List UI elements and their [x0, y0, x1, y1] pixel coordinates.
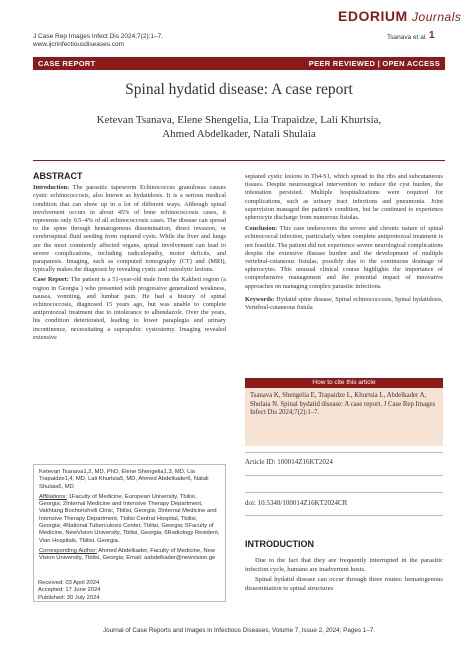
intro-label: Introduction: — [33, 184, 70, 192]
journal-citation: J Case Rep Images Infect Dis 2024;7(2):1–7. — [33, 33, 164, 40]
corresponding-author — [39, 548, 220, 563]
journal-url[interactable]: www.ijcrinfectiousdiseases.com — [33, 41, 125, 48]
article-title: Spinal hydatid disease: A case report — [125, 81, 353, 98]
journal-reference — [33, 33, 163, 49]
affiliations — [39, 494, 220, 545]
case-continued: septated cystic lesions in Th4-S1, which spread to the ribs and subcutaneous tissues. Despite neurosurgical intervention to reduce the cyst burden, the infestation persisted. Multiple hospitalizations were required for complications, such as urinary tract infections and pneumonia. Joint supervision managed the patient's condition, but he continued to experience spherocyte discharge from numerous fistulas. — [245, 173, 443, 222]
divider — [245, 515, 443, 516]
abstract-heading: ABSTRACT — [33, 171, 83, 181]
abstract-introduction — [33, 184, 226, 274]
abstract-conclusion — [245, 225, 443, 291]
page-number: 1 — [429, 30, 435, 41]
brand-main: EDORIUM — [338, 8, 408, 24]
intro-paragraph-2: Spinal hydatid disease can occur through three routes: hematogenous dissemination to spinal structures — [245, 576, 443, 593]
article-id: Article ID: 100014Z16KT2024 — [245, 458, 333, 466]
author-list — [33, 113, 445, 141]
abstract-left-column — [33, 172, 226, 344]
banner-right: PEER REVIEWED | OPEN ACCESS — [308, 59, 440, 68]
divider — [245, 452, 443, 453]
published-date: Published: 30 July 2024 — [38, 594, 100, 601]
affiliations-text: 1Faculty of Medicine, European University, Tbilisi, Georgia; 2Internal Medicine and Intensive Therapy Department, Vakhtang Bochorishvili Clinic, Tbilisi, Georgia; 3Internal Medicine and Intensive Therapy Department, Tbilisi Central Hospital, Tbilisi, Georgia; 4National Tuberculosis Center, Tbilisi, Georgia; 5Faculty of Medicine, NewVision University, Tbilisi, Georgia; 6Radiology Resident, Vian Hospitals, Tbilisi, Georgia. — [39, 493, 220, 544]
brand-sub: Journals — [412, 10, 462, 24]
keywords-text: Hydatid spine disease, Spinal echinococcosis, Spinal hydatidosis, Vertebral-cutaneous fistula — [245, 295, 443, 312]
doi[interactable]: doi: 10.5348/100014Z16KT2024CR — [245, 499, 348, 507]
banner-left: CASE REPORT — [38, 59, 96, 68]
article-dates — [38, 580, 101, 602]
divider — [245, 492, 443, 493]
abstract-right-column — [245, 173, 443, 314]
case-text: The patient is a 51-year-old male from the Kakheti region (a region in Georgia ) who presented with progressive generalized weakness, nausea, vomiting, and lumbar pain. He had a history of spinal echinococcosis, diagnosed 15 years ago, but was unable to complete antiprotozoal treatment due to intolerance to albendazole. Over the years, his condition deteriorated, leading to lower paraplegia and urinary incontinence, necessitating a suprapubic cystostomy. Imaging revealed extensive — [33, 276, 227, 341]
affiliation-authors: Ketevan Tsanava1,2, MD, PhD, Elene Shengelia1,3, MD, Lia Trapaidze1,4, MD, Lali Khurtsia5, MD, Ahmed Abdelkader6, Natali Shulaia6, MD — [39, 469, 209, 490]
publisher-logo — [338, 8, 461, 24]
conclusion-text: This case underscores the severe and chronic nature of spinal echinococcal infection, particularly when complete antiprotozoal treatment is not feasible. The patient did not experience severe neurological complications despite the extensive disease burden and the development of multiple vertebral-cutaneous fistulas, possibly due to the continuous drainage of spherocytes. This unusual clinical course highlights the importance of comprehensive management and the potential impact of innovative approaches on managing complex parasitic infections. — [245, 225, 443, 290]
keywords — [245, 296, 443, 312]
intro-paragraph-1: Due to the fact that they are frequently interrupted in the parasitic infection cycle, humans are inadvertent hosts. — [245, 557, 443, 573]
keywords-label: Keywords: — [245, 295, 275, 303]
running-author: Tsanava et al. — [387, 34, 428, 41]
introduction-body — [245, 557, 443, 594]
intro-text: The parasitic tapeworm Echinococcus granulosus causes cystic echinococcosis, also known as hydatidosis. It is a serious medical condition that can show up in a lot of different ways. Although spinal involvement occurs in about 45% of bone echinococcosis cases, it represents only 0.5–4% of all echinococcosis cases. The disease can spread to the spine through hematogenous dissemination, direct invasion, or cerebrospinal fluid seeding from ruptured cysts. While the liver and lungs are the most commonly affected organs, spinal involvement can lead to severe complications, including radiculopathy, motor deficits, and paraparesis. Imaging, such as computed tomography (CT) and (MRI), typically makes the diagnosis by revealing cystic and osteolytic lesions. — [33, 184, 226, 274]
article-type-banner — [33, 57, 445, 70]
conclusion-label: Conclusion: — [245, 225, 278, 233]
case-label: Case Report: — [33, 276, 69, 284]
cite-text: Tsanava K, Shengelia E, Trapaidze L, Khurtsia L, Abdelkader A, Shulaia N. Spinal hydatid disease: A case report. J Case Rep Images Infect Dis 2024;7(2):1–7. — [245, 388, 443, 446]
authors-line-1: Ketevan Tsanava, Elene Shengelia, Lia Trapaidze, Lali Khurtsia, — [96, 114, 382, 126]
divider — [245, 475, 443, 476]
authors-line-2: Ahmed Abdelkader, Natali Shulaia — [162, 128, 316, 140]
abstract-case-report — [33, 276, 226, 342]
cite-heading: How to cite this article — [245, 378, 443, 388]
accepted-date: Accepted: 17 June 2024 — [38, 587, 101, 594]
divider — [33, 160, 445, 161]
corr-text: Ahmed Abdelkader, Faculty of Medicine, New Vision University, Tbilisi, Georgia; Email: aabdelkader@newvision.ge — [39, 547, 216, 562]
introduction-heading: INTRODUCTION — [245, 539, 314, 549]
page-footer: Journal of Case Reports and Images in Infectious Diseases, Volume 7, Issue 2, 2024; Pages 1–7. — [103, 627, 375, 634]
corr-label: Corresponding Author: — [39, 547, 98, 554]
affiliations-label: Affiliations: — [39, 493, 67, 500]
received-date: Received: 03 April 2024 — [38, 580, 100, 586]
